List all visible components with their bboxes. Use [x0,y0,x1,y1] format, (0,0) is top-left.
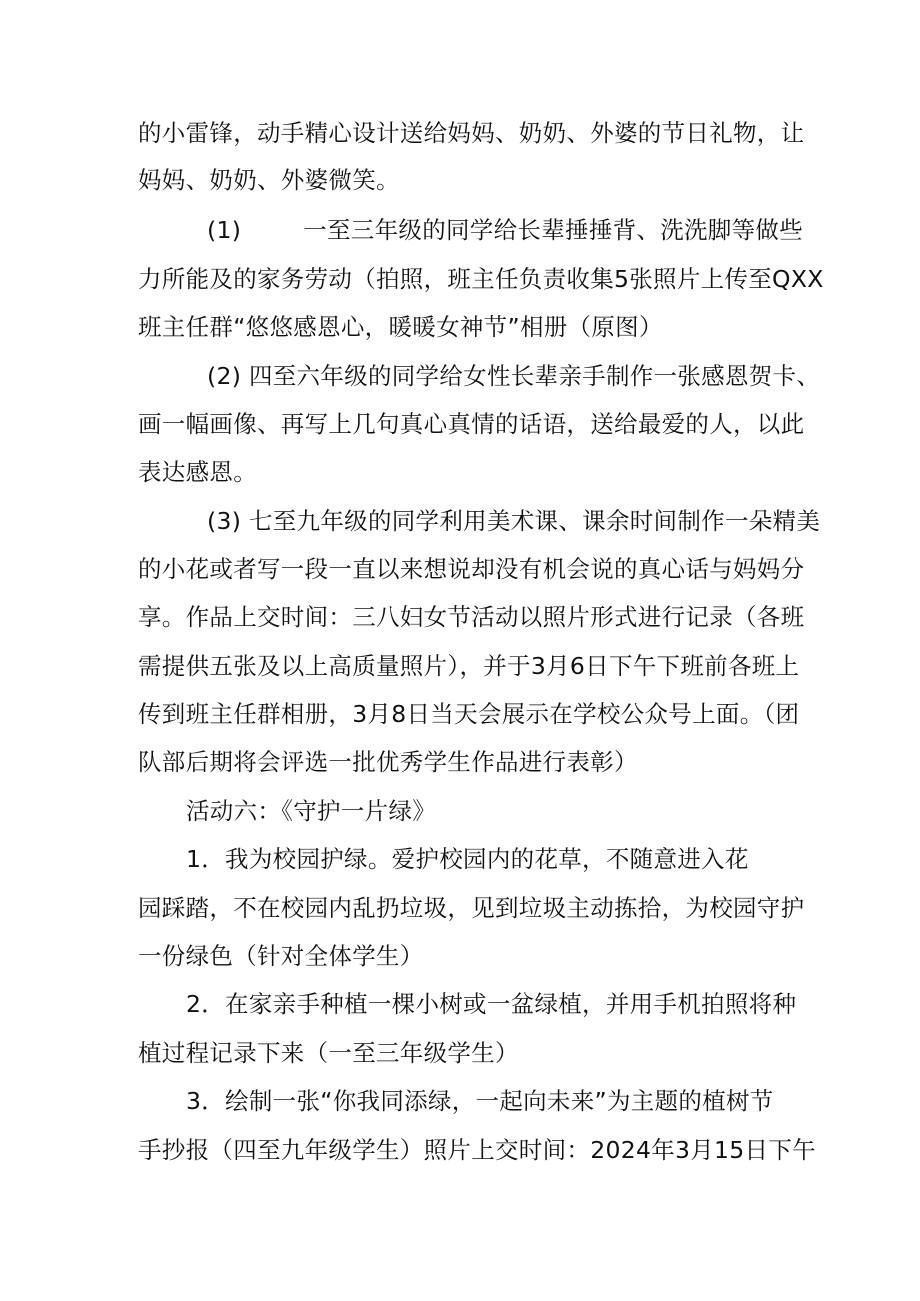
list-item-1-line [207,215,803,245]
paragraph-line: 画一幅画像、再写上几句真心真情的话语，送给最爱的人，以此 [138,410,805,438]
paragraph-line: 力所能及的家务劳动（拍照，班主任负责收集5张照片上传至QXX [138,265,824,293]
paragraph-line: 手抄报（四至九年级学生）照片上交时间：2024年3月15日下午 [138,1136,816,1164]
numbered-item-1: 1．我为校园护绿。爱护校园内的花草，不随意进入花 [186,845,749,873]
paragraph-line: 的小花或者写一段一直以来想说却没有机会说的真心话与妈妈分 [138,555,805,583]
paragraph-line: 表达感恩。 [138,458,257,486]
list-item-3-line: (3) 七至九年级的同学利用美术课、课余时间制作一朵精美 [207,507,821,535]
paragraph-line: 班主任群“悠悠感恩心，暖暖女神节”相册（原图） [138,313,663,341]
list-marker-1: (1) [207,216,242,244]
paragraph-line: 一份绿色（针对全体学生） [138,942,424,970]
paragraph-line: 的小雷锋，动手精心设计送给妈妈、奶奶、外婆的节日礼物，让 [138,119,805,147]
list-item-1-text: 一至三年级的同学给长辈捶捶背、洗洗脚等做些 [303,216,804,244]
paragraph-line: 园踩踏，不在校园内乱扔垃圾，见到垃圾主动拣拾，为校园守护 [138,894,805,922]
paragraph-line: 传到班主任群相册，3月8日当天会展示在学校公众号上面。（团 [138,700,800,728]
list-item-2-line: (2) 四至六年级的同学给女性长辈亲手制作一张感恩贺卡、 [207,362,821,390]
numbered-item-3: 3．绘制一张“你我同添绿，一起向未来”为主题的植树节 [186,1087,774,1115]
paragraph-line: 植过程记录下来（一至三年级学生） [138,1039,519,1067]
numbered-item-2: 2．在家亲手种植一棵小树或一盆绿植，并用手机拍照将种 [186,990,797,1018]
paragraph-line: 妈妈、奶奶、外婆微笑。 [138,166,400,194]
paragraph-line: 需提供五张及以上高质量照片），并于3月6日下午下班前各班上 [138,652,800,680]
paragraph-line: 队部后期将会评选一批优秀学生作品进行表彰） [138,748,638,776]
paragraph-line: 享。作品上交时间：三八妇女节活动以照片形式进行记录（各班 [138,603,805,631]
section-heading: 活动六：《守护一片绿》 [186,797,437,825]
